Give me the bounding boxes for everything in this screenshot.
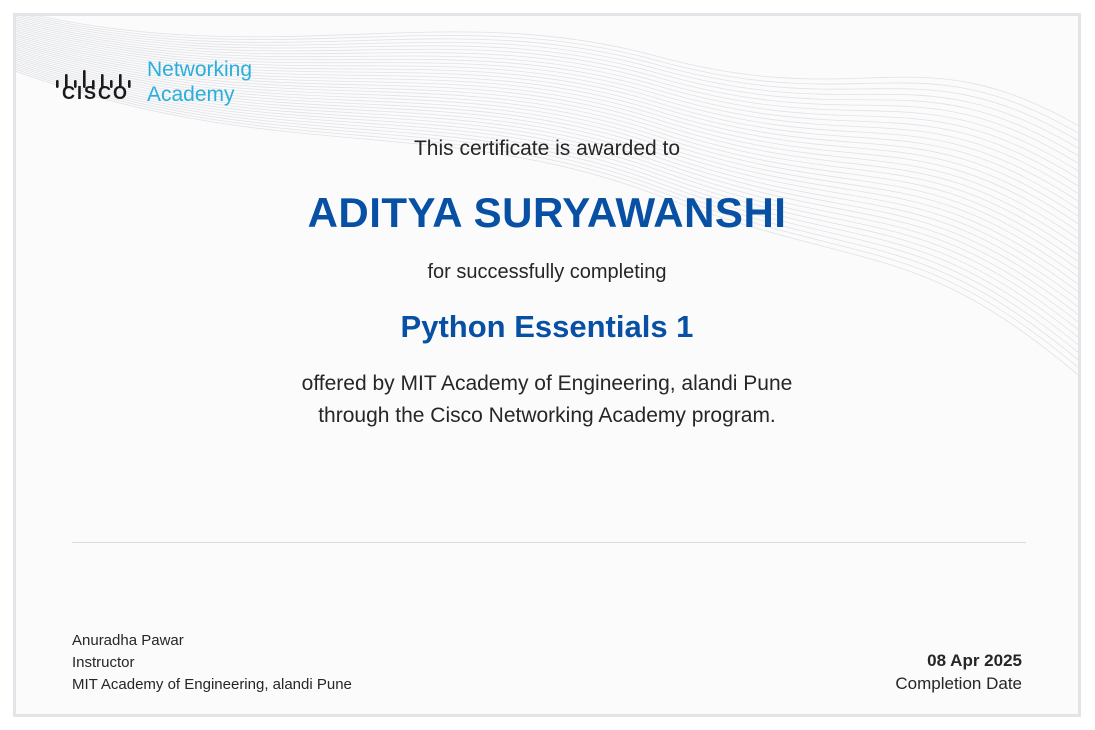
awarded-text: This certificate is awarded to [413,137,681,160]
completion-date-label: Completion Date [895,674,1022,693]
recipient-name: ADITYA SURYAWANSHI [307,189,787,236]
offered-line-1: offered by MIT Academy of Engineering, alandi Pune [301,372,793,395]
cisco-wordmark: CISCO [62,83,130,103]
academy-wordmark [147,57,252,107]
completion-date-block [895,649,1022,695]
cisco-networking-academy-logo [54,56,284,110]
instructor-institution: MIT Academy of Engineering, alandi Pune [72,676,352,693]
completing-text: for successfully completing [427,261,667,283]
signature-divider [72,542,1026,543]
logo-line-academy: Academy [147,83,235,106]
certificate-frame [13,13,1081,717]
offered-by-text [16,368,1078,432]
completion-date: 08 Apr 2025 [927,651,1022,670]
instructor-name: Anuradha Pawar [72,632,184,649]
course-title: Python Essentials 1 [400,309,694,344]
logo-line-networking: Networking [147,58,253,81]
decorative-wave-lines [16,16,1078,714]
instructor-role: Instructor [72,654,135,671]
instructor-block [72,630,352,696]
offered-line-2: through the Cisco Networking Academy program. [318,404,776,427]
